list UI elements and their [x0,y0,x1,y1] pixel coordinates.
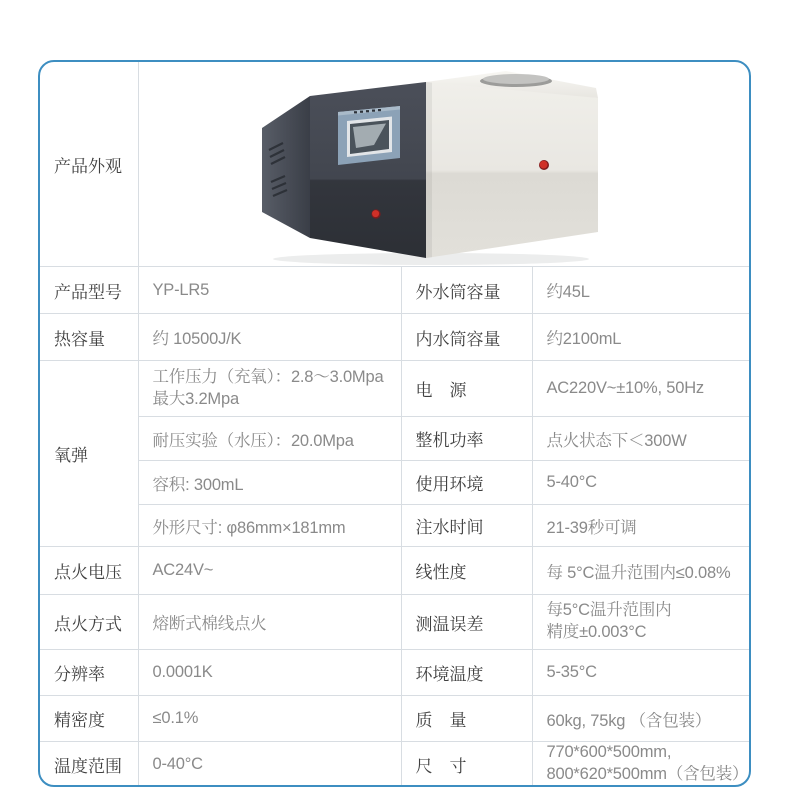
spec-card [38,60,751,787]
heat-capacity-value: 约 10500J/K [138,314,401,361]
machine-side-face [262,96,310,238]
ambient-temp-label: 环境温度 [401,650,532,696]
machine-dark-front [310,82,426,258]
power-supply-value: AC220V~±10%, 50Hz [532,361,749,417]
outer-tank-label: 外水筒容量 [401,267,532,314]
precision-value: ≤0.1% [138,696,401,742]
machine-white-front [426,82,598,258]
oxygen-bomb-working-pressure [138,361,401,417]
model-label: 产品型号 [40,267,138,314]
ambient-temp-value: 5-35°C [532,650,749,696]
weight-value: 60kg, 75kg （含包装） [532,696,749,742]
ignition-voltage-label: 点火电压 [40,547,138,595]
total-power-label: 整机功率 [401,417,532,461]
outer-tank-value: 约45L [532,267,749,314]
weight-label: 质 量 [401,696,532,742]
calorimeter-machine-illustration [248,66,600,266]
operating-env-value: 5-40°C [532,461,749,505]
product-photo [248,66,600,266]
temp-error-line1: 每5°C温升范围内 [546,601,672,620]
ignition-method-value: 熔断式棉线点火 [138,595,401,650]
temp-error-value [532,595,749,650]
ignition-method-label: 点火方式 [40,595,138,650]
appearance-label: 产品外观 [40,62,138,267]
temp-range-value: 0-40°C [138,742,401,787]
size-line1: 770*600*500mm, [546,743,672,762]
ignition-voltage-value: AC24V~ [138,547,401,595]
precision-label: 精密度 [40,696,138,742]
working-pressure-line2: 最大3.2Mpa [152,389,239,408]
water-fill-time-label: 注水时间 [401,505,532,547]
working-pressure-line1: 工作压力（充氧）：2.8～3.0Mpa [152,367,384,386]
temp-error-line2: 精度±0.003°C [546,623,647,641]
spec-table [40,62,749,787]
linearity-label: 线性度 [401,547,532,595]
model-value: YP-LR5 [138,267,401,314]
size-label: 尺 寸 [401,742,532,787]
inner-tank-value: 约2100mL [532,314,749,361]
linearity-value: 每 5°C温升范围内≤0.08% [532,547,749,595]
product-image-cell [138,62,749,267]
size-line2: 800*620*500mm（含包装） [546,765,749,784]
power-supply-label: 电 源 [401,361,532,417]
water-fill-time-value: 21-39秒可调 [532,505,749,547]
oxygen-bomb-volume: 容积: 300mL [138,461,401,505]
temp-error-label: 测温误差 [401,595,532,650]
resolution-value: 0.0001K [138,650,401,696]
size-value [532,742,749,787]
heat-capacity-label: 热容量 [40,314,138,361]
oxygen-bomb-pressure-test: 耐压实验（水压）：20.0Mpa [138,417,401,461]
oxygen-bomb-label: 氧弹 [40,361,138,547]
inner-tank-label: 内水筒容量 [401,314,532,361]
operating-env-label: 使用环境 [401,461,532,505]
temp-range-label: 温度范围 [40,742,138,787]
total-power-value: 点火状态下＜300W [532,417,749,461]
resolution-label: 分辨率 [40,650,138,696]
oxygen-bomb-dimensions: 外形尺寸: φ86mm×181mm [138,505,401,547]
